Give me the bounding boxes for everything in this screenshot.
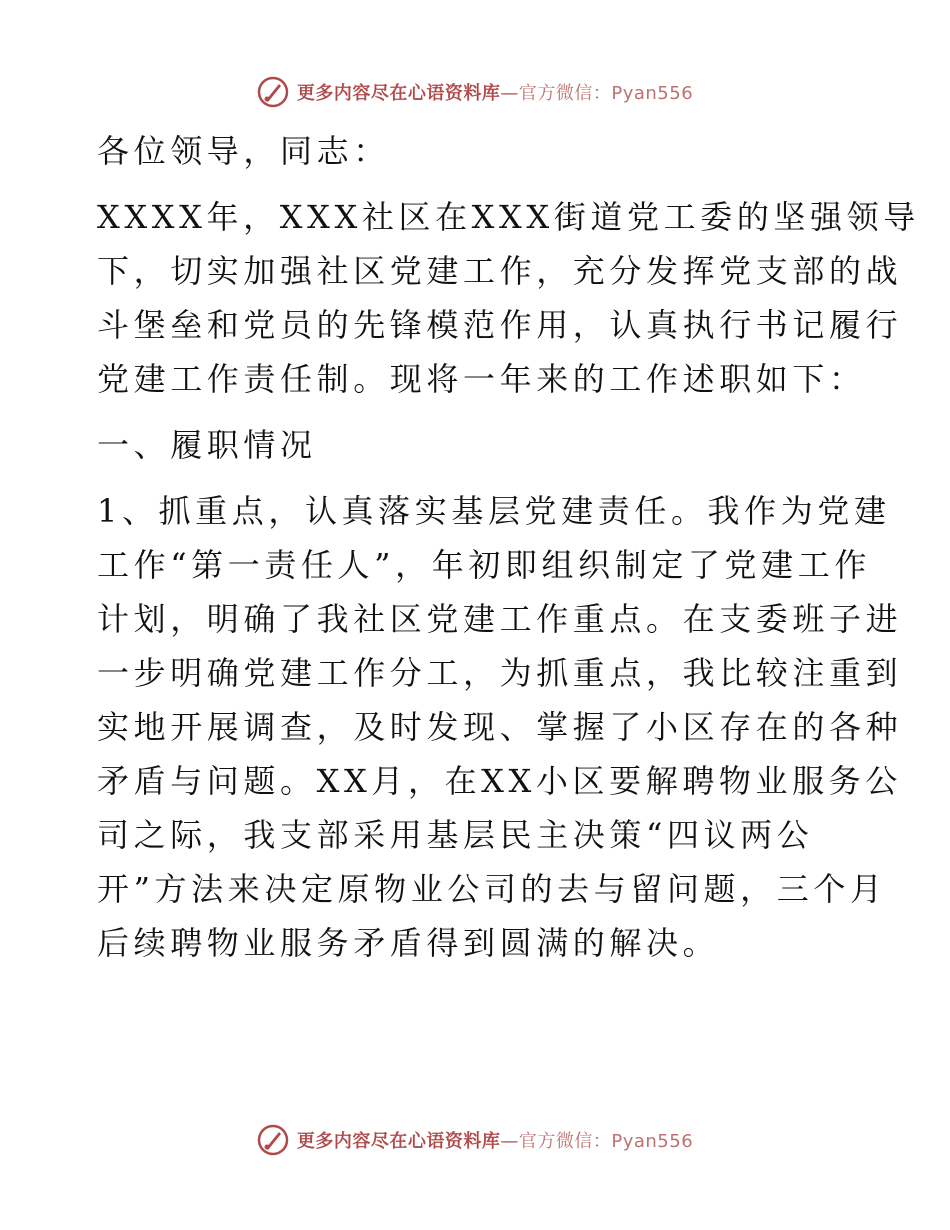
watermark-suffix: 官方微信： [518, 1131, 612, 1152]
item1-line: 矛盾与问题。XX月，在XX小区要解聘物业服务公 [97, 762, 902, 800]
item1-line: 工作“第一责任人”，年初即组织制定了党建工作 [97, 546, 871, 584]
watermark-suffix: 官方微信： [518, 83, 612, 104]
item1-line: 计划，明确了我社区党建工作重点。在支委班子进 [97, 600, 903, 638]
item1-line: 开”方法来决定原物业公司的去与留问题，三个月 [97, 870, 887, 908]
item1-line: 实地开展调查，及时发现、掌握了小区存在的各种 [97, 708, 903, 746]
watermark-brand: 更多内容尽在心语资料库 [296, 1131, 501, 1152]
item1-line: 司之际，我支部采用基层民主决策“四议两公 [97, 816, 814, 854]
watermark-text [297, 79, 693, 105]
watermark-account: Pyan556 [611, 1131, 694, 1152]
quill-logo-icon [257, 76, 289, 108]
watermark-separator: — [500, 83, 519, 104]
intro-line: 斗堡垒和党员的先锋模范作用，认真执行书记履行 [97, 306, 903, 344]
document-body [97, 124, 920, 970]
section-heading: 一、履职情况 [97, 426, 317, 464]
item1-paragraph [97, 484, 903, 970]
header-watermark [0, 72, 950, 112]
watermark-text [297, 1127, 693, 1153]
salutation: 各位领导，同志： [97, 132, 390, 170]
footer-watermark [0, 1120, 950, 1160]
watermark-separator: — [500, 1131, 519, 1152]
quill-logo-icon [257, 1124, 289, 1156]
intro-line: XXXX年，XXX社区在XXX街道党工委的坚强领导 [97, 198, 920, 236]
intro-paragraph [97, 190, 920, 406]
item1-line: 1、抓重点，认真落实基层党建责任。我作为党建 [97, 492, 891, 530]
intro-line: 下，切实加强社区党建工作，充分发挥党支部的战 [97, 252, 903, 290]
watermark-brand: 更多内容尽在心语资料库 [296, 83, 501, 104]
intro-line: 党建工作责任制。现将一年来的工作述职如下： [97, 360, 866, 398]
watermark-account: Pyan556 [611, 83, 694, 104]
item1-line: 后续聘物业服务矛盾得到圆满的解决。 [97, 924, 720, 962]
item1-line: 一步明确党建工作分工，为抓重点，我比较注重到 [97, 654, 903, 692]
